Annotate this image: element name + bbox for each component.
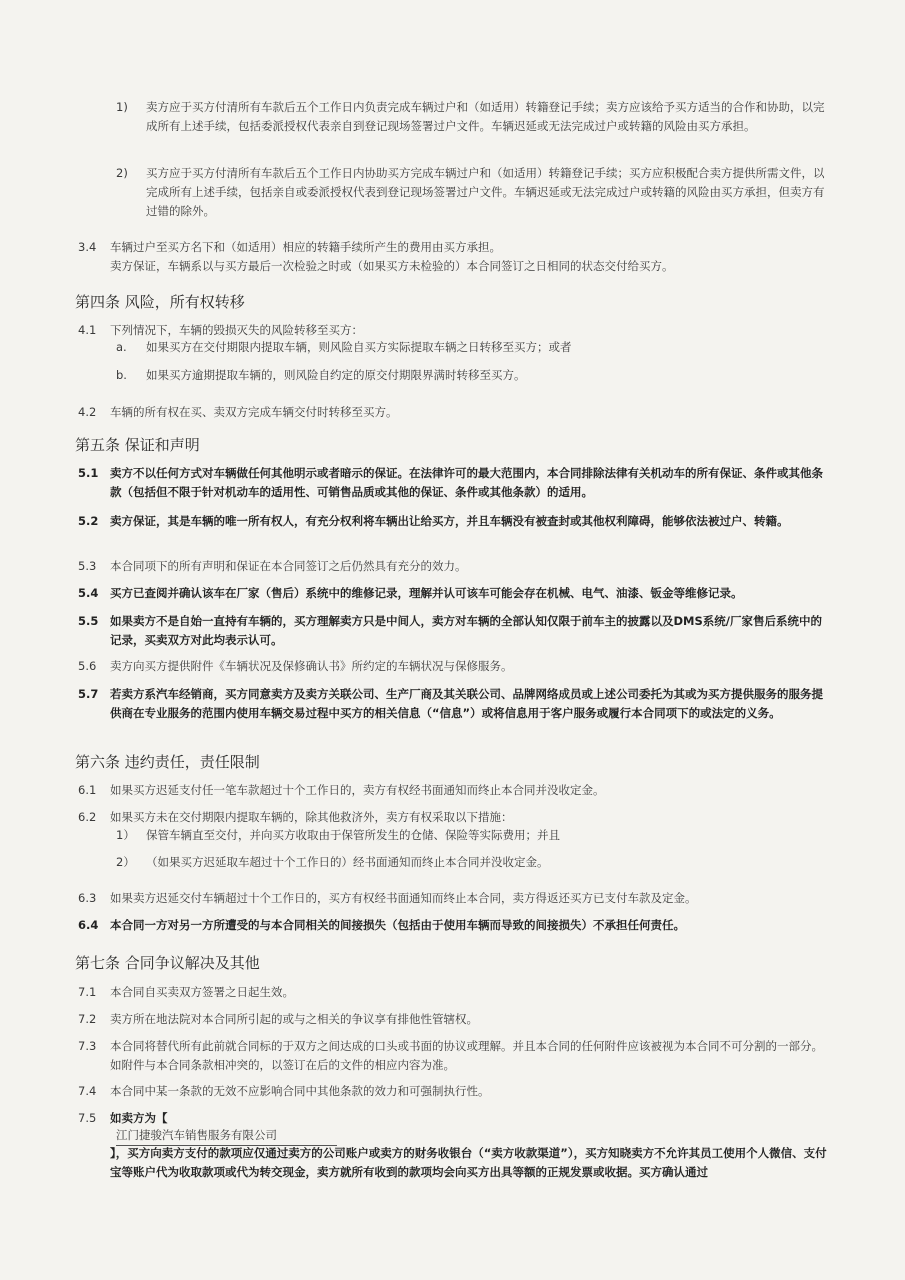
clause-number: 4.1 — [78, 323, 97, 337]
section-heading: 第六条 违约责任，责任限制 — [75, 753, 260, 771]
clause-text: 卖方应于买方付清所有车款后五个工作日内负责完成车辆过户和（如适用）转籍登记手续；卖方应该给予买方适当的合作和协助，以完成所有上述手续，包括委派授权代表亲自到登记现场签署过户文件。车辆迟延或无法完成过户或转籍的风险由买方承担。 — [146, 100, 825, 133]
clause-text: 如卖方为【 — [110, 1111, 168, 1125]
clause-text: （如果买方迟延取车超过十个工作日的）经书面通知而终止本合同并没收定金。 — [146, 855, 549, 869]
clause-text: 】，买方向卖方支付的款项应仅通过卖方的公司账户或卖方的财务收银台（“卖方收款渠道”），买方知晓卖方不允许其员工使用个人微信、支付宝等账户代为收取款项或代为转交现金，卖方就所有收到的款项均会向买方出具等额的正规发票或收据。买方确认通过 — [110, 1146, 827, 1179]
clause-text: 卖方保证，其是车辆的唯一所有权人，有充分权利将车辆出让给买方，并且车辆没有被查封或其他权利障碍，能够依法被过户、转籍。 — [110, 514, 789, 528]
clause-text: 买方已查阅并确认该车在厂家（售后）系统中的维修记录，理解并认可该车可能会存在机械、电气、油漆、钣金等维修记录。 — [110, 586, 743, 600]
item-number: 1） — [116, 828, 135, 842]
clause-number: 7.3 — [78, 1039, 97, 1053]
clause-text: 如果卖方迟延交付车辆超过十个工作日的，买方有权经书面通知而终止本合同，卖方得返还买方已支付车款及定金。 — [110, 891, 697, 905]
clause-text: 如果买方未在交付期限内提取车辆的，除其他救济外，卖方有权采取以下措施： — [110, 810, 513, 824]
clause-number: 7.1 — [78, 985, 97, 999]
clause-text: 车辆过户至买方名下和（如适用）相应的转籍手续所产生的费用由买方承担。 — [110, 240, 501, 254]
clause-number: 3.4 — [78, 240, 97, 254]
clause-text: 如果买方迟延支付任一笔车款超过十个工作日的，卖方有权经书面通知而终止本合同并没收定金。 — [110, 783, 605, 797]
clause-text: 卖方向买方提供附件《车辆状况及保修确认书》所约定的车辆状况与保修服务。 — [110, 659, 513, 673]
clause-number: 7.4 — [78, 1084, 97, 1098]
clause-text: 本合同将替代所有此前就合同标的于双方之间达成的口头或书面的协议或理解。并且本合同的任何附件应该被视为本合同不可分割的一部分。如附件与本合同条款相冲突的，以签订在后的文件的相应内容为准。 — [110, 1039, 823, 1072]
clause-text: 本合同项下的所有声明和保证在本合同签订之后仍然具有充分的效力。 — [110, 559, 467, 573]
clause-text: 保管车辆直至交付，并向买方收取由于保管所发生的仓储、保险等实际费用；并且 — [146, 828, 560, 842]
clause-number: 5.3 — [78, 559, 97, 573]
clause-text: 买方应于买方付清所有车款后五个工作日内协助买方完成车辆过户和（如适用）转籍登记手续；买方应积极配合卖方提供所需文件，以完成所有上述手续，包括亲自或委派授权代表到登记现场签署过户文件。车辆迟延或无法完成过户或转籍的风险由买方承担，但卖方有过错的除外。 — [146, 166, 825, 218]
company-name: 江门捷骏汽车销售服务有限公司 — [116, 1126, 337, 1146]
section-heading: 第五条 保证和声明 — [75, 436, 200, 454]
clause-number: 6.1 — [78, 783, 97, 797]
item-number: 2） — [116, 855, 135, 869]
clause-number: 5.7 — [78, 687, 99, 701]
section-heading: 第四条 风险，所有权转移 — [75, 293, 245, 311]
clause-number: 4.2 — [78, 405, 97, 419]
clause-number: 7.2 — [78, 1012, 97, 1026]
clause-text: 卖方所在地法院对本合同所引起的或与之相关的争议享有排他性管辖权。 — [110, 1012, 478, 1026]
company-blank — [116, 1126, 516, 1146]
clause-text: 本合同一方对另一方所遭受的与本合同相关的间接损失（包括由于使用车辆而导致的间接损失）不承担任何责任。 — [110, 918, 685, 932]
clause-number: 5.1 — [78, 466, 99, 480]
clause-number: 6.3 — [78, 891, 97, 905]
section-heading: 第七条 合同争议解决及其他 — [75, 954, 260, 972]
item-number: 2) — [116, 166, 128, 180]
clause-number: 5.4 — [78, 586, 99, 600]
clause-text: 如果卖方不是自始一直持有车辆的，买方理解卖方只是中间人，卖方对车辆的全部认知仅限于前车主的披露以及DMS系统/厂家售后系统中的记录，买卖双方对此均表示认可。 — [110, 614, 822, 647]
clause-text: 若卖方系汽车经销商，买方同意卖方及卖方关联公司、生产厂商及其关联公司、品牌网络成员或上述公司委托为其或为买方提供服务的服务提供商在专业服务的范围内使用车辆交易过程中买方的相关信息（“信息”）或将信息用于客户服务或履行本合同项下的或法定的义务。 — [110, 687, 823, 720]
clause-number: 6.4 — [78, 918, 99, 932]
clause-text: 本合同中某一条款的无效不应影响合同中其他条款的效力和可强制执行性。 — [110, 1084, 490, 1098]
clause-text: 下列情况下，车辆的毁损灭失的风险转移至买方： — [110, 323, 363, 337]
clause-number: 7.5 — [78, 1111, 97, 1125]
item-number: b. — [116, 368, 127, 382]
item-number: 1) — [116, 100, 128, 114]
clause-text: 卖方保证，车辆系以与买方最后一次检验之时或（如果买方未检验的）本合同签订之日相同的状态交付给买方。 — [110, 259, 674, 273]
clause-text: 车辆的所有权在买、卖双方完成车辆交付时转移至买方。 — [110, 405, 398, 419]
clause-text: 如果买方逾期提取车辆的，则风险自约定的原交付期限界满时转移至买方。 — [146, 368, 526, 382]
clause-text: 卖方不以任何方式对车辆做任何其他明示或者暗示的保证。在法律许可的最大范围内，本合同排除法律有关机动车的所有保证、条件或其他条款（包括但不限于针对机动车的适用性、可销售品质或其他的保证、条件或其他条款）的适用。 — [110, 466, 823, 499]
item-number: a. — [116, 340, 127, 354]
clause-text: 如果买方在交付期限内提取车辆，则风险自买方实际提取车辆之日转移至买方；或者 — [146, 340, 572, 354]
clause-number: 5.5 — [78, 614, 99, 628]
clause-text: 本合同自买卖双方签署之日起生效。 — [110, 985, 294, 999]
clause-number: 6.2 — [78, 810, 97, 824]
clause-number: 5.2 — [78, 514, 99, 528]
clause-number: 5.6 — [78, 659, 97, 673]
